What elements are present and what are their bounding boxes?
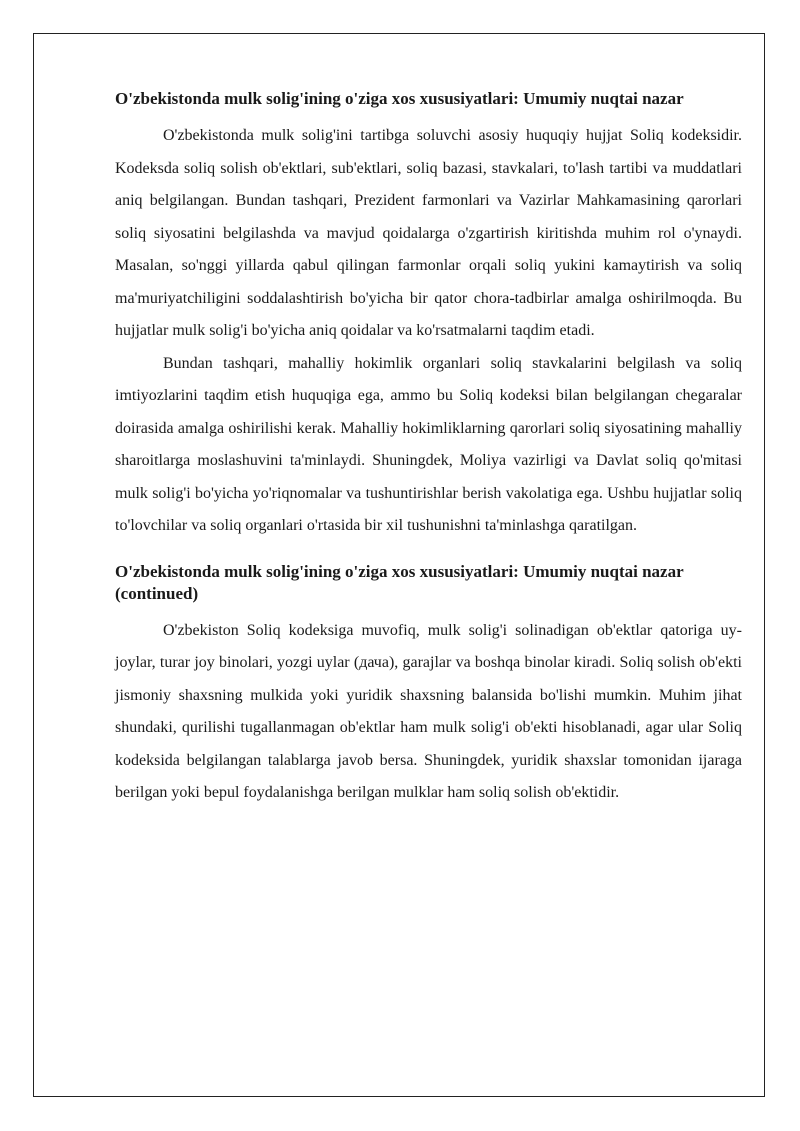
body-paragraph: O'zbekistonda mulk solig'ini tartibga soluvchi asosiy huquqiy hujjat Soliq kodeksidir. Kodeksda soliq solish ob'ektlari, sub'ektlari, soliq bazasi, stavkalari, to'lash tartibi va muddatlari aniq belgilangan. Bundan tashqari, Prezident farmonlari va Vazirlar Mahkamasining qarorlari soliq siyosatini belgilashda va mavjud qoidalarga o'zgartirish kiritishda muhim rol o'ynaydi. Masalan, so'nggi yillarda qabul qilingan farmonlar orqali soliq yukini kamaytirish va soliq ma'muriyatchiligini soddalashtirish bo'yicha bir qator chora-tadbirlar amalga oshirilmoqda. Bu hujjatlar mulk solig'i bo'yicha aniq qoidalar va ko'rsatmalarni taqdim etadi. — [115, 127, 742, 339]
document-body — [115, 88, 742, 810]
section-2 — [115, 561, 742, 810]
body-paragraph: Bundan tashqari, mahalliy hokimlik organlari soliq stavkalarini belgilash va soliq imtiyozlarini taqdim etish huquqiga ega, ammo bu Soliq kodeksi bilan belgilangan chegaralar doirasida amalga oshirilishi kerak. Mahalliy hokimliklarning qarorlari soliq siyosatining mahalliy sharoitlarga moslashuvini ta'minlaydi. Shuningdek, Moliya vazirligi va Davlat soliq qo'mitasi mulk solig'i bo'yicha yo'riqnomalar va tushuntirishlar berish vakolatiga ega. Ushbu hujjatlar soliq to'lovchilar va soliq organlari o'rtasida bir xil tushunishni ta'minlashga qaratilgan. — [115, 354, 742, 534]
body-paragraph: O'zbekiston Soliq kodeksiga muvofiq, mulk solig'i solinadigan ob'ektlar qatoriga uy-joylar, turar joy binolari, yozgi uylar (дача), garajlar va boshqa binolar kiradi. Soliq solish ob'ekti jismoniy shaxsning mulkida yoki yuridik shaxsning balansida bo'lishi mumkin. Muhim jihat shundaki, qurilishi tugallanmagan ob'ektlar ham mulk solig'i ob'ekti hisoblanadi, agar ular Soliq kodeksida belgilangan talablarga javob bersa. Shuningdek, yuridik shaxslar tomonidan ijaraga berilgan yoki bepul foydalanishga berilgan mulklar ham soliq solish ob'ektidir. — [115, 621, 742, 801]
section-heading: O'zbekistonda mulk solig'ining o'ziga xos xususiyatlari: Umumiy nuqtai nazar — [115, 89, 684, 108]
section-1 — [115, 88, 742, 543]
section-heading: O'zbekistonda mulk solig'ining o'ziga xos xususiyatlari: Umumiy nuqtai nazar (continued) — [115, 561, 684, 603]
